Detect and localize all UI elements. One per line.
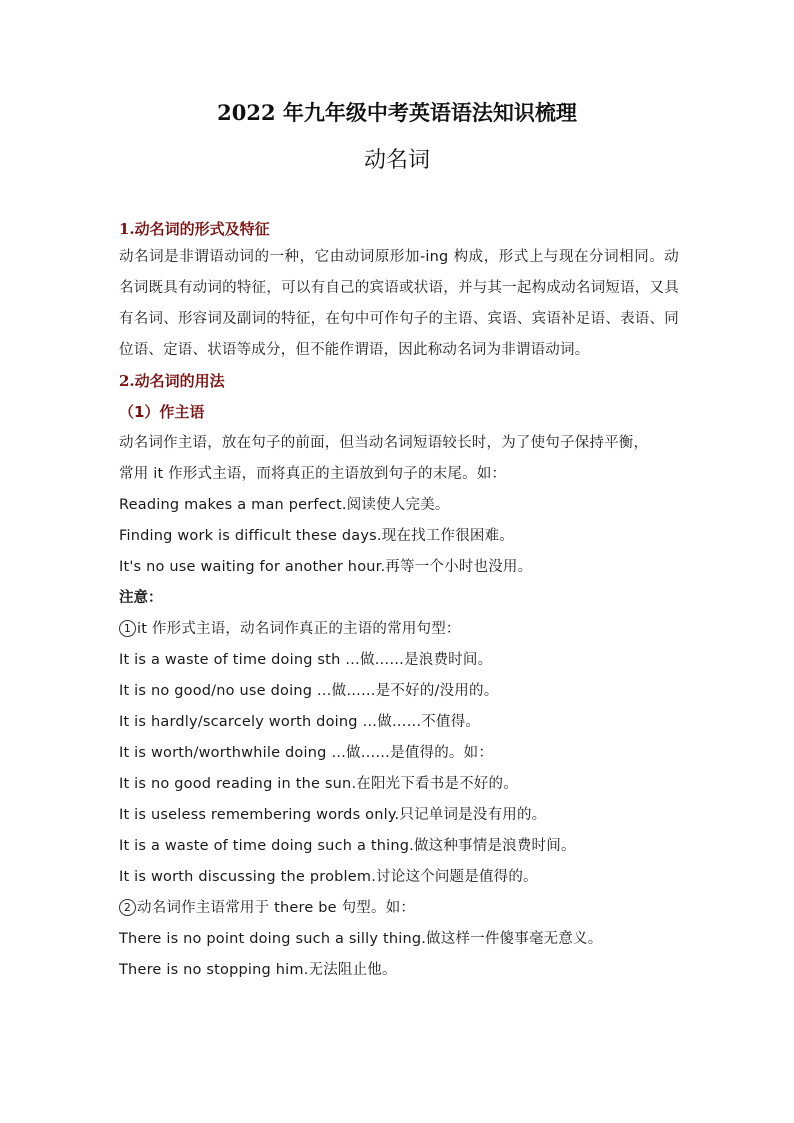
example-sentence: It's no use waiting for another hour.再等一个小时也没用。 bbox=[119, 559, 533, 575]
note-text: 动名词作主语常用于 there be 句型。如： bbox=[137, 900, 416, 916]
document-body bbox=[119, 216, 679, 986]
example-sentence: There is no point doing such a silly thing.做这样一件傻事毫无意义。 bbox=[119, 931, 603, 947]
pattern-line: It is no good/no use doing …做……是不好的/没用的。 bbox=[119, 683, 499, 699]
example-sentence: It is useless remembering words only.只记单词是没有用的。 bbox=[119, 807, 547, 823]
pattern-line: It is hardly/scarcely worth doing …做……不值得。 bbox=[119, 714, 481, 730]
section-1-paragraph: 动名词是非谓语动词的一种，它由动词原形加-ing 构成，形式上与现在分词相同。动名词既具有动词的特征，可以有自己的宾语或状语，并与其一起构成动名词短语，又具有名词、形容词及副词的特征，在句中可作句子的主语、宾语、宾语补足语、表语、同位语、定语、状语等成分，但不能作谓语，因此称动名词为非谓语动词。 bbox=[119, 249, 679, 358]
note-item-2 bbox=[119, 893, 679, 924]
example-sentence: Reading makes a man perfect.阅读使人完美。 bbox=[119, 497, 450, 513]
example-sentence: It is a waste of time doing such a thing.做这种事情是浪费时间。 bbox=[119, 838, 576, 854]
example-sentence: Finding work is difficult these days.现在找工作很困难。 bbox=[119, 528, 514, 544]
document-subtitle: 动名词 bbox=[363, 148, 430, 173]
section-heading-1: 1.动名词的形式及特征 bbox=[119, 220, 270, 238]
section-heading-2: 2.动名词的用法 bbox=[119, 372, 225, 390]
note-text: it 作形式主语，动名词作真正的主语的常用句型： bbox=[137, 621, 461, 637]
intro-line: 动名词作主语，放在句子的前面，但当动名词短语较长时，为了使句子保持平衡， bbox=[119, 435, 649, 451]
pattern-line: It is a waste of time doing sth …做……是浪费时间。 bbox=[119, 652, 493, 668]
example-sentence: It is worth discussing the problem.讨论这个问题是值得的。 bbox=[119, 869, 538, 885]
circled-number: 2 bbox=[119, 899, 136, 916]
circled-number: 1 bbox=[119, 620, 136, 637]
example-sentence: It is no good reading in the sun.在阳光下看书是不好的。 bbox=[119, 776, 518, 792]
subsection-heading-subject: （1）作主语 bbox=[119, 403, 205, 421]
example-sentence: There is no stopping him.无法阻止他。 bbox=[119, 962, 397, 978]
note-item-1 bbox=[119, 614, 679, 645]
intro-line: 常用 it 作形式主语，而将真正的主语放到句子的末尾。如： bbox=[119, 466, 507, 482]
note-label: 注意： bbox=[119, 590, 163, 606]
pattern-line: It is worth/worthwhile doing …做……是值得的。如： bbox=[119, 745, 494, 761]
document-title: 2022 年九年级中考英语语法知识梳理 bbox=[217, 100, 577, 125]
